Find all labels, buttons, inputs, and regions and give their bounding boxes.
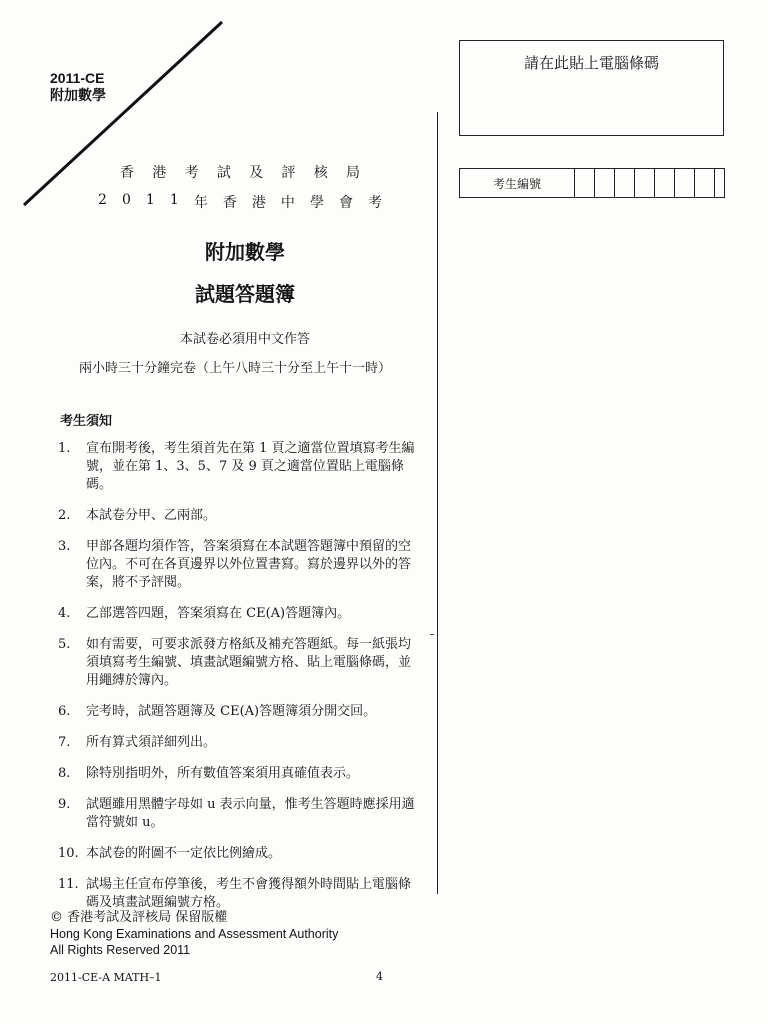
exam-title-char: 1 [169, 192, 179, 208]
exam-title-char: 港 [251, 195, 266, 211]
instruction-text: 甲部各題均須作答，答案須寫在本試題答題簿中預留的空位內。不可在各頁邊界以外位置書寫。寫於邊界以外的答案，將不予評閱。 [86, 539, 412, 590]
instruction-item [58, 734, 418, 752]
subject-title: 附加數學 [205, 240, 285, 264]
instruction-number: 1. [58, 441, 71, 456]
exam-title-char: 香 [222, 195, 237, 211]
exam-title [98, 192, 382, 212]
copyright-block [50, 910, 338, 958]
exam-title-char: 學 [309, 195, 324, 211]
instruction-item [58, 440, 418, 494]
instruction-text: 所有算式須詳細列出。 [86, 735, 217, 750]
copyright-chinese: © 香港考試及評核局 保留版權 [50, 910, 228, 925]
candidate-number-label: 考生編號 [460, 169, 575, 197]
exam-title-char: 1 [145, 192, 155, 208]
instruction-item [58, 876, 418, 912]
authority-char: 局 [345, 165, 360, 181]
exam-title-char: 中 [280, 195, 295, 211]
barcode-label: 請在此貼上電腦條碼 [523, 54, 659, 72]
candidate-number-box [459, 168, 725, 198]
corner-code-line2: 附加數學 [50, 87, 106, 103]
authority-char: 評 [281, 165, 296, 181]
candidate-digit-cell [635, 169, 655, 197]
instruction-text: 試場主任宣布停筆後，考生不會獲得額外時間貼上電腦條碼及填畫試題編號方格。 [86, 877, 412, 910]
copyright-rights: All Rights Reserved 2011 [50, 943, 191, 957]
exam-title-char: 2 [98, 192, 107, 208]
corner-paper-code [50, 70, 106, 104]
instruction-text: 試題雖用黑體字母如 u 表示向量，惟考生答題時應採用適當符號如 u。 [86, 797, 415, 830]
exam-title-char: 年 [193, 195, 208, 211]
authority-name [120, 162, 360, 182]
instruction-number: 11. [58, 877, 79, 892]
instruction-number: 3. [58, 539, 71, 554]
column-divider [437, 112, 438, 894]
candidate-digit-cell [695, 169, 715, 197]
instruction-text: 本試卷的附圖不一定依比例繪成。 [86, 846, 282, 861]
exam-title-char: 考 [368, 195, 382, 211]
page-number: 4 [376, 970, 383, 983]
instructions-list [58, 440, 418, 925]
exam-title-char: 0 [121, 192, 131, 208]
authority-char: 考 [184, 165, 199, 181]
diagonal-stroke [0, 0, 240, 220]
candidate-digit-cell [715, 169, 724, 197]
instruction-item [58, 703, 418, 721]
authority-char: 及 [249, 165, 264, 181]
instruction-item [58, 605, 418, 623]
instruction-item [58, 796, 418, 832]
candidate-digit-cell [675, 169, 695, 197]
authority-char: 香 [120, 165, 134, 181]
instruction-number: 8. [58, 766, 71, 781]
language-note: 本試卷必須用中文作答 [179, 332, 310, 347]
exam-title-char: 會 [338, 195, 353, 211]
instruction-number: 9. [58, 797, 71, 812]
instruction-number: 7. [58, 735, 71, 750]
corner-code-line1: 2011-CE [50, 70, 105, 86]
authority-char: 港 [152, 165, 167, 181]
barcode-sticker-area [459, 40, 724, 136]
instruction-number: 5. [58, 637, 71, 652]
instruction-item [58, 845, 418, 863]
margin-mark [430, 634, 434, 635]
candidate-digit-cell [595, 169, 615, 197]
instruction-item [58, 507, 418, 525]
instructions-heading: 考生須知 [60, 414, 113, 429]
instruction-text: 乙部選答四題，答案須寫在 CE(A)答題簿內。 [86, 606, 351, 621]
candidate-digit-cell [575, 169, 595, 197]
instruction-text: 如有需要，可要求派發方格紙及補充答題紙。每一紙張均須填寫考生編號、填畫試題編號方格、貼上電腦條碼，並用繩縛於簿內。 [86, 637, 412, 688]
authority-char: 核 [313, 165, 328, 181]
instruction-text: 宣布開考後，考生須首先在第 1 頁之適當位置填寫考生編號，並在第 1、3、5、7 及 9 頁之適當位置貼上電腦條碼。 [86, 441, 415, 492]
instruction-text: 除特別指明外，所有數值答案須用真確值表示。 [86, 766, 360, 781]
instruction-number: 10. [58, 846, 79, 861]
booklet-title: 試題答題簿 [195, 282, 295, 306]
instruction-text: 完考時，試題答題簿及 CE(A)答題簿須分開交回。 [86, 704, 377, 719]
candidate-digit-cell [615, 169, 635, 197]
candidate-digit-cell [655, 169, 675, 197]
instruction-number: 2. [58, 508, 71, 523]
authority-char: 試 [216, 165, 231, 181]
instruction-text: 本試卷分甲、乙兩部。 [86, 508, 217, 523]
instruction-item [58, 765, 418, 783]
instruction-item [58, 538, 418, 592]
instruction-item [58, 636, 418, 690]
copyright-english: Hong Kong Examinations and Assessment Authority [50, 927, 339, 941]
duration-note: 兩小時三十分鐘完卷（上午八時三十分至上午十一時） [78, 361, 391, 376]
instruction-number: 4. [58, 606, 71, 621]
instruction-number: 6. [58, 704, 71, 719]
footer-paper-code: 2011-CE-A MATH–1 [50, 971, 162, 984]
